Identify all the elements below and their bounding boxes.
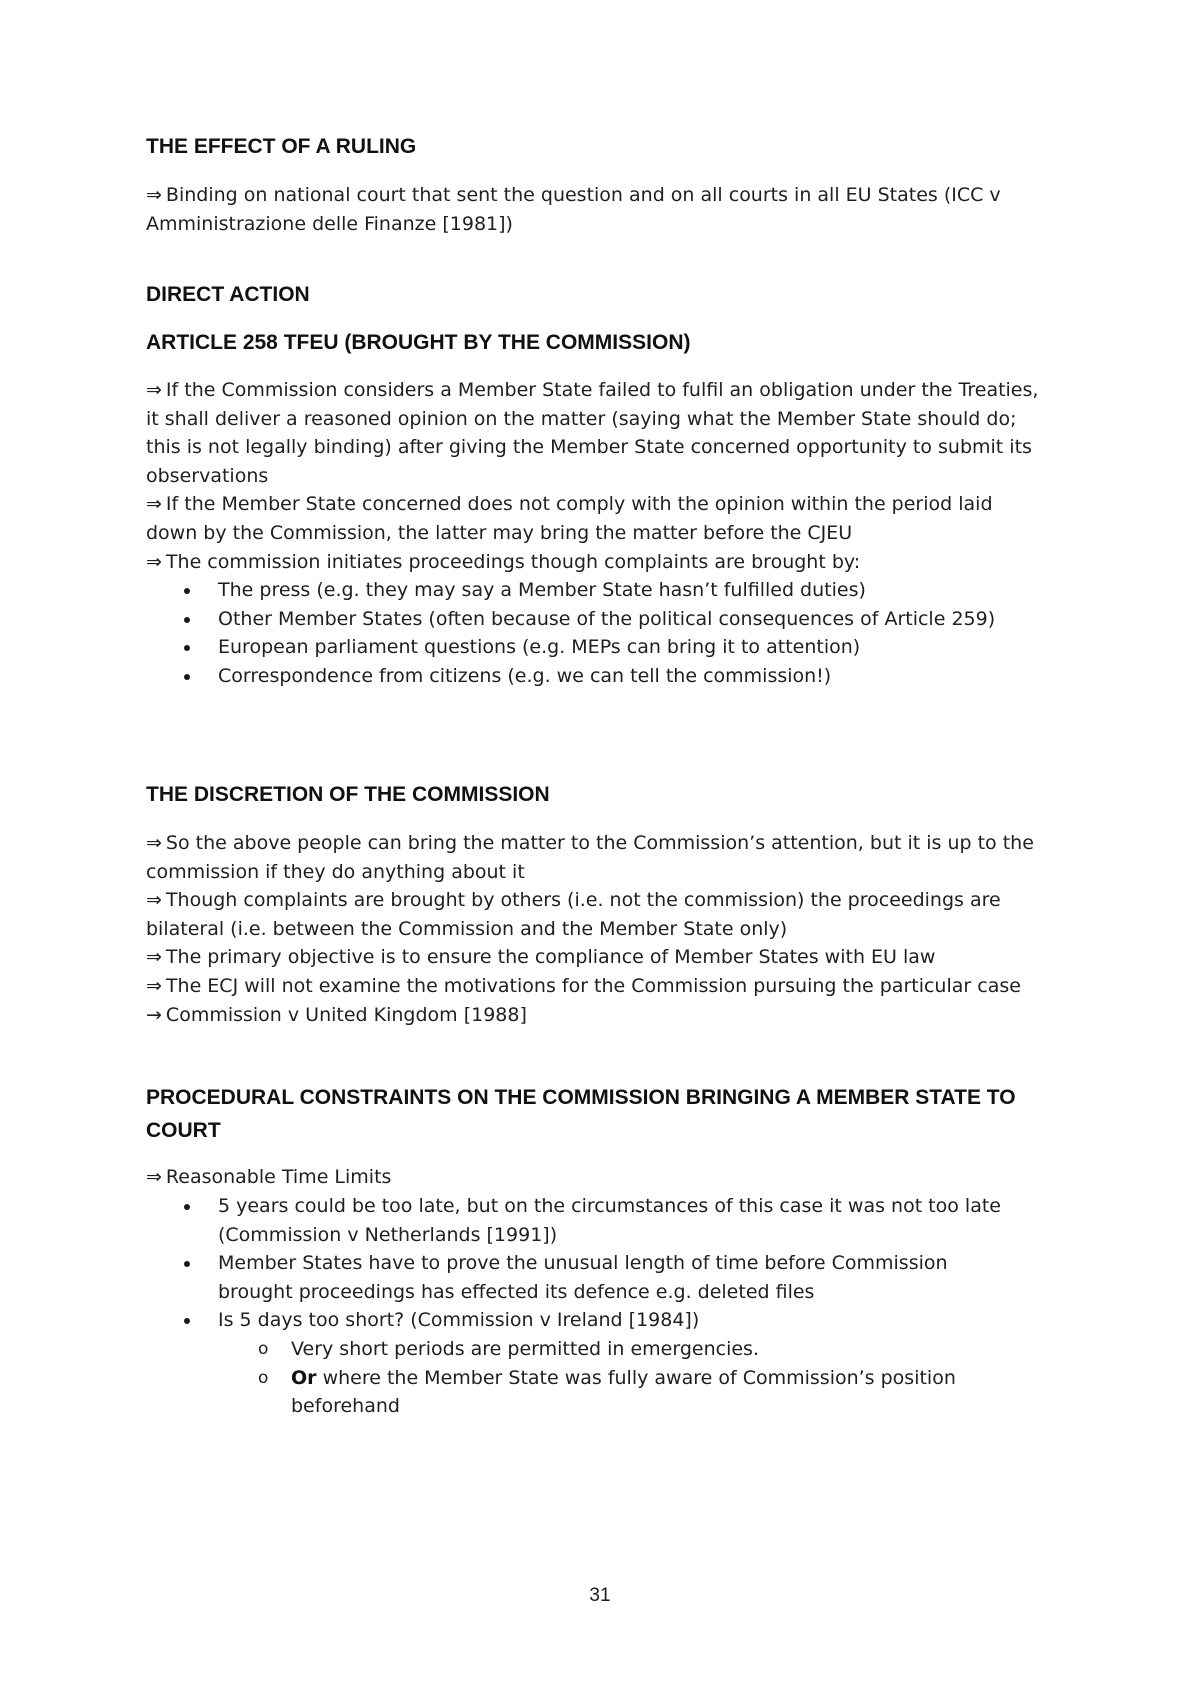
text: The commission initiates proceedings though complaints are brought by: [165,550,861,573]
heading-line: COURT [146,1119,221,1142]
sub-bullet-list [146,1335,1066,1421]
paragraph-effect [146,181,1066,238]
paragraph-line [146,972,1066,1001]
text: brought proceedings has effected its defence e.g. deleted files [218,1280,815,1303]
paragraph-line [146,1163,1066,1192]
text: Commission v United Kingdom [1988] [165,1003,527,1026]
paragraph-line [146,943,1066,972]
text: The primary objective is to ensure the compliance of Member States with EU law [165,946,936,969]
bullet-icon [184,588,190,594]
paragraph-line [146,548,1066,577]
bullet-list-complainants [146,576,1066,690]
paragraph-line: it shall deliver a reasoned opinion on the matter (saying what the Member State should do; [146,407,1017,430]
paragraph-line [146,1001,1066,1030]
list-item [146,1192,1066,1249]
double-arrow-icon: ⇒ [146,184,162,206]
paragraph-line: this is not legally binding) after giving the Member State concerned opportunity to submit its [146,436,1032,459]
paragraph-line [146,886,1066,915]
paragraph-line [146,181,1066,210]
sub-list-item [146,1335,1066,1364]
text: European parliament questions (e.g. MEPs can bring it to attention) [218,636,861,659]
bullet-list-time-limits [146,1192,1066,1421]
list-item [146,605,1066,634]
double-arrow-icon: ⇒ [146,1166,162,1188]
list-item [146,662,1066,691]
double-arrow-icon: ⇒ [146,550,162,573]
text: Other Member States (often because of the political consequences of Article 259) [218,607,996,630]
text: Reasonable Time Limits [165,1166,392,1188]
text: Member States have to prove the unusual length of time before Commission [218,1252,948,1275]
double-arrow-icon: ⇒ [146,974,162,997]
bold-text: Or [291,1366,317,1389]
list-item [146,576,1066,605]
paragraph-line [146,490,1066,519]
circle-bullet-icon: o [258,1338,269,1359]
paragraph-art258-1 [146,376,1066,576]
list-item [146,1306,1066,1420]
double-arrow-icon: ⇒ [146,889,162,912]
text: beforehand [291,1395,400,1418]
heading-article-258: ARTICLE 258 TFEU (BROUGHT BY THE COMMISSION) [146,331,691,354]
heading-procedural-constraints [146,1081,1066,1147]
text: Though complaints are brought by others (i.e. not the commission) the proceedings are [165,889,1001,912]
paragraph-line: Amministrazione delle Finanze [1981]) [146,212,513,235]
bullet-icon [184,1261,190,1267]
text: Binding on national court that sent the question and on all courts in all EU States (ICC v [165,184,1001,206]
heading-discretion: THE DISCRETION OF THE COMMISSION [146,783,550,806]
bullet-icon [184,645,190,651]
circle-bullet-icon: o [258,1367,269,1388]
text: 5 years could be too late, but on the circumstances of this case it was not too late [218,1195,1001,1217]
bullet-icon [184,674,190,680]
text: So the above people can bring the matter to the Commission’s attention, but it is up to the [165,832,1034,854]
text: The press (e.g. they may say a Member State hasn’t fulfilled duties) [218,579,866,601]
double-arrow-icon: ⇒ [146,832,162,854]
text: (Commission v Netherlands [1991]) [218,1223,558,1246]
double-arrow-icon: ⇒ [146,946,162,969]
text: Very short periods are permitted in emergencies. [291,1337,759,1360]
text: Is 5 days too short? (Commission v Ireland [1984]) [218,1309,700,1332]
heading-direct-action: DIRECT ACTION [146,283,310,306]
heading-effect-of-ruling: THE EFFECT OF A RULING [146,135,417,158]
paragraph-discretion [146,829,1066,1029]
bullet-icon [184,1204,190,1210]
paragraph-line [146,829,1066,858]
double-arrow-icon: ⇒ [146,379,162,401]
heading-line: PROCEDURAL CONSTRAINTS ON THE COMMISSION BRINGING A MEMBER STATE TO [146,1086,1016,1109]
text: The ECJ will not examine the motivations for the Commission pursuing the particular case [165,974,1021,997]
paragraph-line: observations [146,464,269,487]
paragraph-line [146,376,1066,405]
text: Correspondence from citizens (e.g. we can tell the commission!) [218,664,832,687]
text: where the Member State was fully aware of Commission’s position [316,1366,956,1389]
right-arrow-icon: → [146,1003,162,1026]
list-item [146,1249,1066,1306]
sub-list-item [146,1364,1066,1421]
text: If the Member State concerned does not comply with the opinion within the period laid [165,493,993,516]
bullet-icon [184,1318,190,1324]
paragraph-line: commission if they do anything about it [146,860,525,883]
double-arrow-icon: ⇒ [146,493,162,516]
paragraph-line: bilateral (i.e. between the Commission and the Member State only) [146,917,788,940]
paragraph-procedural [146,1163,1066,1192]
bullet-icon [184,617,190,623]
list-item [146,633,1066,662]
paragraph-line: down by the Commission, the latter may bring the matter before the CJEU [146,521,853,544]
text: If the Commission considers a Member State failed to fulfil an obligation under the Treaties, [165,379,1039,401]
page-number: 31 [589,1585,611,1606]
